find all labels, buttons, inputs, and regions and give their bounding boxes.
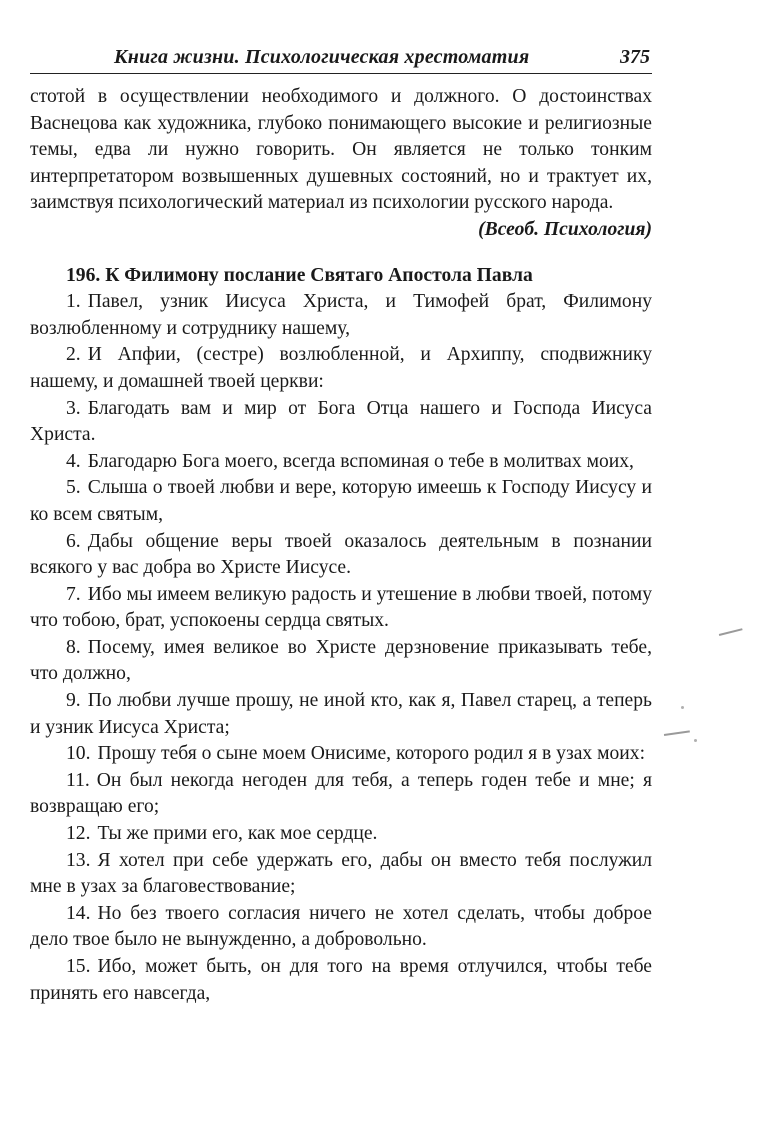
margin-scan-speck bbox=[681, 706, 684, 709]
verse-number: 8. bbox=[66, 636, 81, 658]
verse bbox=[30, 529, 652, 582]
verse-text: Слыша о твоей любви и вере, которую имеешь к Господу Иисусу и ко всем святым, bbox=[30, 477, 652, 525]
verse bbox=[30, 848, 652, 901]
verse-text: Но без твоего согласия ничего не хотел сделать, чтобы доброе дело твое было не вынужденно, а добровольно. bbox=[30, 902, 652, 951]
verse-text: Дабы общение веры твоей оказалось деятельным в познании всякого у вас добра во Христе Иисусе. bbox=[30, 530, 652, 579]
verse bbox=[30, 821, 652, 848]
verse-number: 4. bbox=[66, 450, 81, 472]
verse-text: По любви лучше прошу, не иной кто, как я, Павел старец, а теперь и узник Иисуса Христа; bbox=[30, 690, 652, 738]
source-citation: (Всеоб. Психология) bbox=[478, 218, 652, 240]
margin-scan-speck bbox=[694, 739, 697, 742]
verse-text: Он был некогда негоден для тебя, а теперь годен тебе и мне; я возвращаю его; bbox=[30, 769, 652, 818]
verse-text: И Апфии, (сестре) возлюбленной, и Архиппу, сподвижнику нашему, и домашней твоей церкви: bbox=[30, 344, 652, 392]
verse-text: Посему, имея великое во Христе дерзновение приказывать тебе, что должно, bbox=[30, 636, 652, 685]
margin-scan-mark bbox=[664, 730, 690, 735]
verse-number: 5. bbox=[66, 477, 81, 499]
verse-text: Ибо мы имеем великую радость и утешение в любви твоей, потому что тобою, брат, успокоены сердца святых. bbox=[30, 583, 652, 632]
verse-number: 9. bbox=[66, 690, 81, 712]
verse-text: Ибо, может быть, он для того на время отлучился, чтобы тебе принять его навсегда, bbox=[30, 956, 652, 1004]
verse-text: Павел, узник Иисуса Христа, и Тимофей брат, Филимону возлюбленному и сотруднику нашему, bbox=[30, 291, 652, 339]
verse-list bbox=[30, 289, 652, 1007]
verse bbox=[30, 688, 652, 741]
page-number: 375 bbox=[620, 46, 650, 68]
running-header bbox=[30, 46, 652, 72]
verse bbox=[30, 475, 652, 528]
verse bbox=[30, 901, 652, 954]
verse-number: 6. bbox=[66, 530, 81, 552]
verse bbox=[30, 768, 652, 821]
verse-number: 11. bbox=[66, 769, 90, 791]
verse-number: 7. bbox=[66, 583, 81, 605]
verse-text: Благодарю Бога моего, всегда вспоминая о тебе в молитвах моих, bbox=[87, 450, 634, 472]
verse-text: Прошу тебя о сыне моем Онисиме, которого родил я в узах моих: bbox=[97, 743, 646, 765]
verse-text: Ты же прими его, как мое сердце. bbox=[97, 823, 378, 845]
verse-number: 15. bbox=[66, 956, 91, 977]
verse-number: 1. bbox=[66, 291, 81, 313]
verse-number: 14. bbox=[66, 902, 91, 924]
verse bbox=[30, 741, 652, 768]
verse bbox=[30, 954, 652, 1007]
running-header-title: Книга жизни. Психологическая хрестоматия bbox=[114, 46, 530, 68]
verse-number: 13. bbox=[66, 849, 91, 871]
verse-number: 3. bbox=[66, 397, 81, 419]
verse-text: Благодать вам и мир от Бога Отца нашего и Господа Иисуса Христа. bbox=[30, 397, 652, 446]
intro-paragraph: стотой в осуществлении необходимого и должного. О достоинствах Васнецова как художника, глубоко понимающего высокие и религиозные темы, едва ли нужно говорить. Он является не только тонким интерпретатором возвышенных душевных состояний, но и трактует их, заимствуя психологический материал из психологии русского народа. bbox=[30, 86, 652, 214]
verse-text: Я хотел при себе удержать его, дабы он вместо тебя послужил мне в узах за благовествование; bbox=[30, 849, 652, 898]
verse bbox=[30, 289, 652, 342]
verse-number: 2. bbox=[66, 344, 81, 366]
verse bbox=[30, 635, 652, 688]
header-rule bbox=[30, 73, 652, 74]
book-page bbox=[30, 46, 652, 1007]
verse bbox=[30, 342, 652, 395]
verse bbox=[30, 396, 652, 449]
verse-number: 10. bbox=[66, 743, 91, 765]
verse-number: 12. bbox=[66, 823, 91, 845]
margin-scan-mark bbox=[719, 628, 743, 635]
verse bbox=[30, 582, 652, 635]
section-title: 196. К Филимону послание Святаго Апостола Павла bbox=[66, 264, 533, 286]
verse bbox=[30, 449, 652, 476]
